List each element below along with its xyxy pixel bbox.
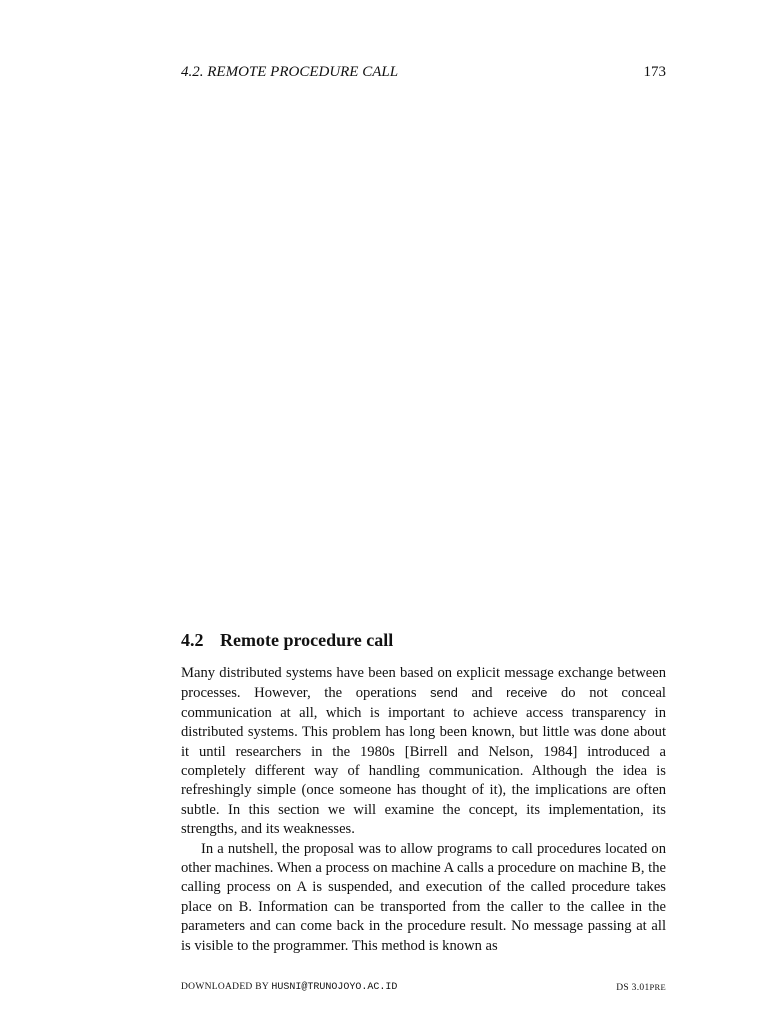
footer-download-notice — [181, 980, 397, 995]
body-paragraph — [181, 840, 666, 956]
section-body — [181, 664, 666, 956]
section-number: 4.2 — [181, 630, 204, 650]
footer-email: HUSNI@TRUNOJOYO.AC.ID — [271, 982, 398, 993]
section-remote-procedure-call — [181, 628, 666, 956]
section-heading — [181, 628, 666, 652]
footer-edition-suffix: PRE — [649, 982, 666, 992]
running-head — [181, 62, 666, 82]
section-title: Remote procedure call — [220, 630, 394, 650]
paragraph-text: do not conceal communication at all, which is important to achieve access transparency in distributed systems. This problem has long been known, but little was done about it until researchers in the 1980s [Birrell and Nelson, 1984] introduced a completely different way of handling communication. Although the idea is refreshingly simple (once someone has thought of it), the implications are often subtle. In this section we will examine the concept, its implementation, its strengths, and its weaknesses. — [181, 685, 666, 838]
footer-edition: DS 3.01PRE — [616, 982, 666, 993]
code-term: send — [430, 685, 458, 701]
paragraph-text: and — [457, 685, 507, 702]
running-head-title: 4.2. REMOTE PROCEDURE CALL — [181, 64, 399, 80]
page-number: 173 — [643, 64, 666, 80]
code-term: receive — [506, 685, 548, 701]
footer-downloaded-by: DOWNLOADED BY — [181, 982, 269, 992]
page-footer — [181, 980, 666, 994]
paragraph-text: In a nutshell, the proposal was to allow programs to call procedures located on other machines. When a process on machine A calls a procedure on machine B, the calling process on A is suspended, and execution of the called procedure takes place on B. Information can be transported from the caller to the callee in the parameters and can come back in the procedure result. No message passing at all is visible to the programmer. This method is known as — [181, 840, 666, 954]
body-paragraph — [181, 664, 666, 840]
paragraph-text: Many distributed systems have been based on explicit message exchange between processes. However, the operations — [181, 665, 666, 702]
